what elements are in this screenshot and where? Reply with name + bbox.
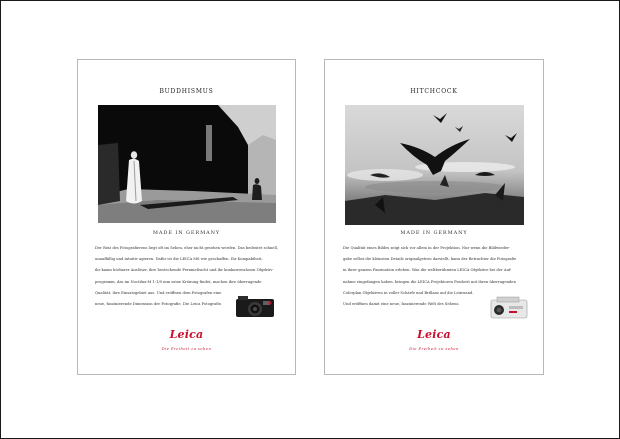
- body-line: Colorplan Objektiven in voller Schärfe und Brillanz auf die Leinwand.: [343, 290, 474, 295]
- ad-title: HITCHCOCK: [410, 88, 458, 95]
- leica-logo: Leica: [417, 328, 451, 341]
- body-line: in ihrer ganzen Faszination erleben. Was die weltberühmten LEICA Objektive bei der Auf-: [343, 268, 512, 273]
- leica-logo: Leica: [169, 328, 204, 341]
- body-line: ihr kaum hörbarer Auslöser, ihre bestechende Fernmeßsicht und ihr konkurrenzlosen Objektiv-: [95, 268, 274, 273]
- body-line: neue, faszinierende Dimension der Fotografie. Die Leica Fotografie.: [95, 302, 223, 307]
- tagline: Die Freiheit zu sehen: [409, 347, 459, 351]
- ad-hitchcock: [324, 59, 544, 375]
- ad-buddhismus: [77, 59, 296, 375]
- body-line: Und eröffnen damit eine neue, faszinierende Welt des Sehens.: [343, 302, 460, 307]
- body-line: unauffällig und intuitiv agieren. Dafür ist die LEICA M6 wie geschaffen. Ihr Kompaktheit,: [95, 257, 263, 262]
- camera-image: [235, 294, 275, 320]
- body-line: programm, das im Noctilux-M 1:1/0 mm seine Krönung findet, machen ihre überragende: [95, 279, 262, 284]
- body-line: Die Qualität eines Bildes zeigt sich vor allem in der Projektion. Nur wenn die Bildwieder-: [343, 246, 511, 250]
- made-in-germany: MADE IN GERMANY: [400, 230, 468, 236]
- birds-photo: [345, 105, 524, 225]
- made-in-germany: MADE IN GERMANY: [152, 230, 221, 236]
- body-line: gabe selbst die kleinsten Details originalgetreu darstellt, kann der Betrachter die Fotografie: [343, 257, 517, 262]
- body-line: Qualität, ihre Einsatzgebiet aus. Und eröffnen dem Fotografen eine: [95, 290, 222, 295]
- monk-photo-image: [98, 105, 276, 223]
- monk-photo: [98, 105, 276, 223]
- body-line: nahme eingefangen haben, bringen die LEICA Projektoren Pradovit mit ihren überragenden: [343, 279, 516, 284]
- body-line: Der Reiz des Fotografierens liegt oft im Sehen, eher nicht gesehen werden. Das bedeutet schnell,: [95, 246, 279, 250]
- projector-image: [489, 296, 529, 322]
- birds-photo-image: [345, 105, 524, 225]
- tagline: Die Freiheit zu sehen: [161, 347, 212, 351]
- ad-title: BUDDHISMUS: [159, 88, 214, 95]
